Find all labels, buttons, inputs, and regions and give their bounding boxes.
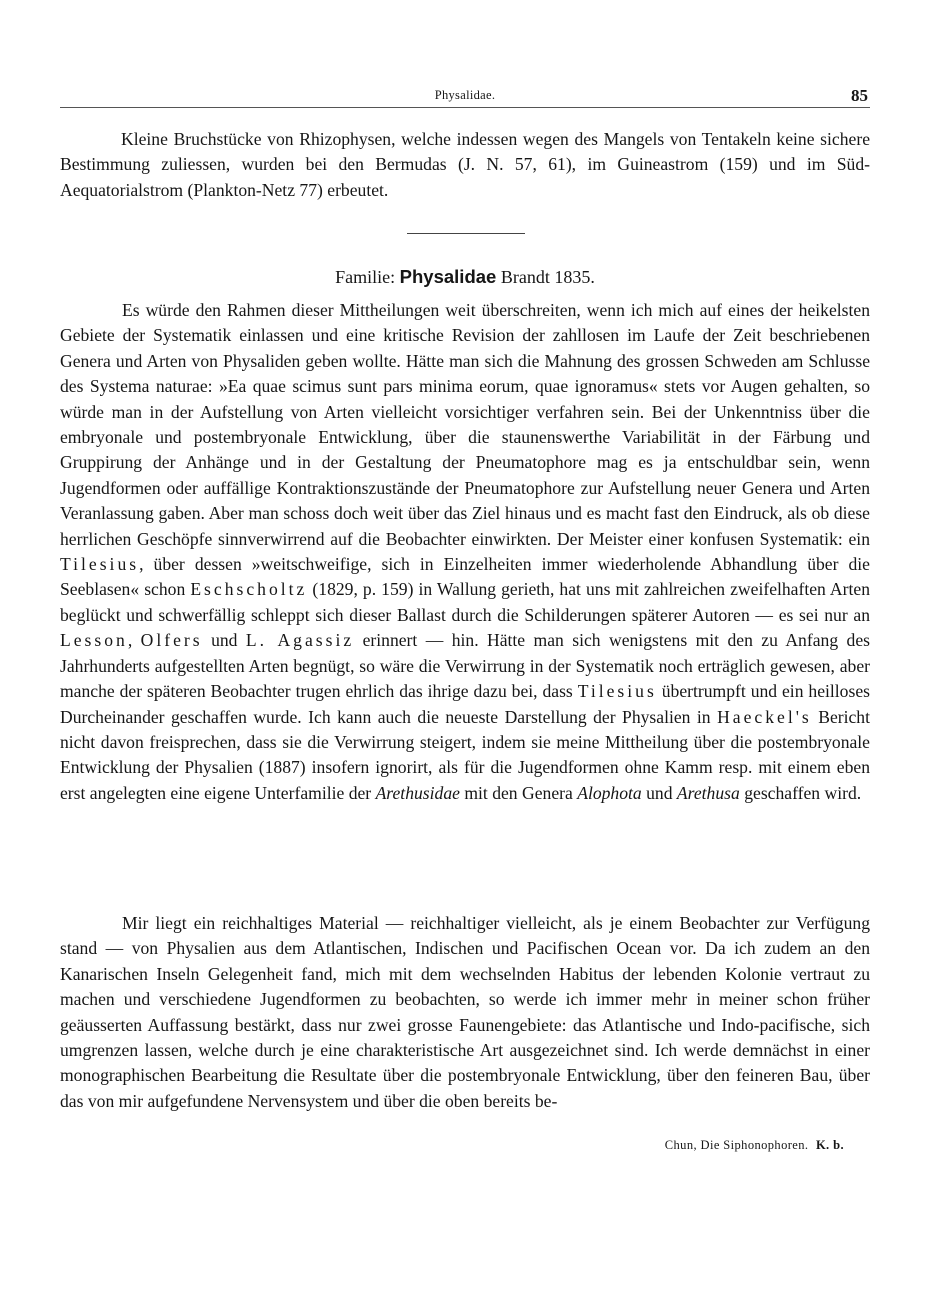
text-run: erinnert — hin. Hätte man sich wenigstens mit den zu Anfang des Jahrhunderts aufgestellten Arten begnügt, so wäre die Verwirrung in der Systematik noch erträglich gewesen, aber manche der späteren Beobachter trugen ehrlich das ihrige dazu bei, dass (60, 630, 870, 702)
text-run: , über dessen »weitschweifige, sich in Einzelheiten immer wiederholende Abhandlung über die Seeblasen« schon (60, 554, 870, 600)
author-name-haeckel: Haeckel's (717, 706, 812, 727)
text-run: (1829, p. 159) in Wallung gerieth, hat uns mit zahlreichen zweifelhaften Arten beglückt und schwerfällig schleppt sich dieser Ballast durch die Schilderungen späterer Autoren — es sei nur an (60, 579, 870, 625)
family-prefix: Familie: (335, 267, 396, 287)
author-name-tilesius: Tilesius (577, 681, 657, 702)
section-separator (407, 233, 525, 234)
footer-source: Chun, Die Siphonophoren. (664, 1138, 809, 1152)
running-title: Physalidae. (434, 88, 496, 102)
page-header (60, 86, 870, 110)
taxon-alophota: Alophota (577, 782, 642, 803)
author-name-eschscholtz: Eschscholtz (190, 579, 308, 600)
author-name-olfers: Olfers (140, 630, 203, 651)
text-run: geschaffen wird. (744, 782, 862, 803)
text-run: übertrumpft und ein heilloses Durcheinander geschaffen wurde. Ich kann auch die neueste Darstellung der Physalien in (60, 681, 870, 727)
text-run: und (646, 782, 673, 803)
author-name-tilesius: Tilesius (60, 554, 140, 575)
header-rule (60, 107, 870, 108)
taxon-arethusa: Arethusa (676, 782, 740, 803)
taxon-arethusidae: Arethusidae (375, 782, 460, 803)
text-run: Es würde den Rahmen dieser Mittheilungen weit überschreiten, wenn ich mich auf eines der heikelsten Gebiete der Systematik einlassen und eine kritische Revision der zahllosen im Laufe der Zeit beschriebenen Genera und Arten von Physaliden geben wollte. Hätte man sich die Mahnung des grossen Schweden am Schlusse des Systema naturae: »Ea quae scimus sunt pars minima eorum, quae ignoramus« stets vor Augen gehalten, so würde man in der Aufstellung von Arten vielleicht vorsichtiger verfahren sein. Bei der Unkenntniss über die embryonale und postembryonale Entwicklung, über die staunenswerthe Variabilität in der Färbung und Gruppirung der Anhänge und in der Gestaltung der Pneumatophore mag es ja entschuldbar sein, wenn Jugendformen oder auffällige Kontraktionszustände der Pneumatophore zur Aufstellung neuer Genera und Arten Veranlassung gaben. Aber man schoss doch weit über das Ziel hinaus und es macht fast den Eindruck, als ob diese herrlichen Geschöpfe sinnverwirrend auf die Beobachter einwirkten. Der Meister einer konfusen Systematik: ein (60, 300, 870, 549)
text-run: mit den Genera (464, 782, 573, 803)
page-footer (665, 1138, 844, 1153)
text-run: , (127, 630, 133, 651)
family-author: Brandt 1835. (500, 267, 595, 287)
body-paragraph-material: Mir liegt ein reichhaltiges Material — reichhaltiger vielleicht, als je einem Beobachter zur Verfügung stand — von Physalien aus dem Atlantischen, Indischen und Pacifischen Ocean vor. Da ich zudem an den Kanarischen Inseln Gelegenheit fand, mich mit dem wechselnden Habitus der lebenden Kolonie vertraut zu machen und verschiedene Jugendformen zu beobachten, so werde ich immer mehr in meiner schon früher geäusserten Auffassung bestärkt, dass nur zwei grosse Faunengebiete: das Atlantische und Indo-pacifische, sich umgrenzen lassen, welche durch je eine charakteristische Art ausgezeichnet sind. Ich werde demnächst in einer monographischen Bearbeitung die Resultate über die postembryonale Entwicklung, über den feineren Bau, über das von mir aufgefundene Nervensystem und über die oben bereits be- (60, 913, 870, 1111)
family-name: Physalidae (399, 266, 497, 287)
text-run: Bericht nicht davon freisprechen, dass sie die Verwirrung steigert, indem sie meine Mittheilung über die postembryonale Entwicklung der Physalien (1887) insofern ignorirt, als für die Jugendformen ohne Kamm resp. mit einem eben erst angelegten eine eigene Unterfamilie der (60, 706, 870, 803)
family-heading (0, 264, 930, 290)
intro-paragraph: Kleine Bruchstücke von Rhizophysen, welche indessen wegen des Mangels von Tentakeln keine sichere Bestimmung zuliessen, wurden bei den Bermudas (J. N. 57, 61), im Guineastrom (159) und im Süd-Aequatorialstrom (Plankton-Netz 77) erbeutet. (60, 129, 870, 200)
page-number: 85 (851, 86, 868, 105)
text-run: und (211, 630, 238, 651)
body-paragraph-physalidae-systematics (60, 298, 870, 806)
author-name-agassiz: L. Agassiz (245, 630, 355, 651)
footer-signature: K. b. (815, 1138, 844, 1152)
author-name-lesson: Lesson (60, 630, 128, 651)
